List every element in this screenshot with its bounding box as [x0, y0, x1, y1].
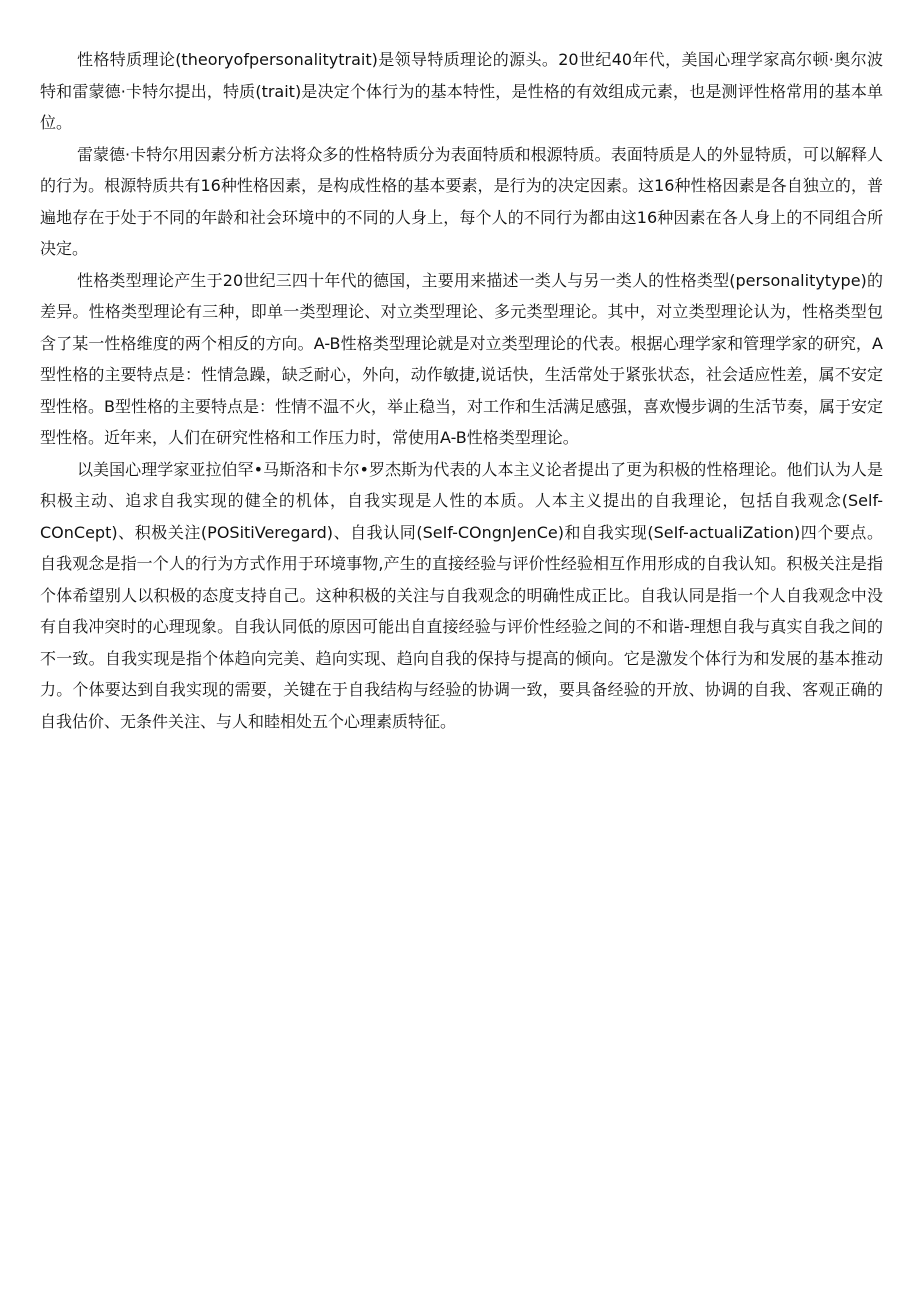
paragraph-humanistic-theory: 以美国心理学家亚拉伯罕•马斯洛和卡尔•罗杰斯为代表的人本主义论者提出了更为积极的性格理论。他们认为人是积极主动、追求自我实现的健全的机体，自我实现是人性的本质。人本主义提出的自我理论，包括自我观念(Self-COnCept)、积极关注(POSitiVeregard)、自我认同(SeIf-COngnJenCe)和自我实现(SeIf-actualiZation)四个要点。自我观念是指一个人的行为方式作用于环境事物,产生的直接经验与评价性经验相互作用形成的自我认知。积极关注是指个体希望别人以积极的态度支持自己。这种积极的关注与自我观念的明确性成正比。自我认同是指一个人自我观念中没有自我冲突时的心理现象。自我认同低的原因可能出自直接经验与评价性经验之间的不和谐-理想自我与真实自我之间的不一致。自我实现是指个体趋向完美、趋向实现、趋向自我的保持与提高的倾向。它是激发个体行为和发展的基本推动力。个体要达到自我实现的需要，关键在于自我结构与经验的协调一致，要具备经验的开放、协调的自我、客观正确的自我估价、无条件关注、与人和睦相处五个心理素质特征。 [40, 459, 883, 731]
paragraph-type-theory: 性格类型理论产生于20世纪三四十年代的德国，主要用来描述一类人与另一类人的性格类型(personalitytype)的差异。性格类型理论有三种，即单一类型理论、对立类型理论、多元类型理论。其中，对立类型理论认为，性格类型包含了某一性格维度的两个相反的方向。A-B性格类型理论就是对立类型理论的代表。根据心理学家和管理学家的研究，A型性格的主要特点是：性情急躁，缺乏耐心，外向，动作敏捷,说话快，生活常处于紧张状态，社会适应性差，属不安定型性格。B型性格的主要特点是：性情不温不火，举止稳当，对工作和生活满足感强，喜欢慢步调的生活节奏，属于安定型性格。近年来，人们在研究性格和工作压力时，常使用A-B性格类型理论。 [40, 270, 883, 447]
paragraph-trait-theory: 性格特质理论(theoryofpersonalitytrait)是领导特质理论的源头。20世纪40年代，美国心理学家高尔顿·奥尔波特和雷蒙德·卡特尔提出，特质(trait)是决定个体行为的基本特性，是性格的有效组成元素，也是测评性格常用的基本单位。 [40, 50, 883, 132]
paragraph-cattell-factors: 雷蒙德·卡特尔用因素分析方法将众多的性格特质分为表面特质和根源特质。表面特质是人的外显特质，可以解释人的行为。根源特质共有16种性格因素，是构成性格的基本要素，是行为的决定因素。这16种性格因素是各自独立的，普遍地存在于处于不同的年龄和社会环境中的不同的人身上，每个人的不同行为都由这16种因素在各人身上的不同组合所决定。 [40, 144, 883, 258]
document-body [40, 44, 883, 737]
